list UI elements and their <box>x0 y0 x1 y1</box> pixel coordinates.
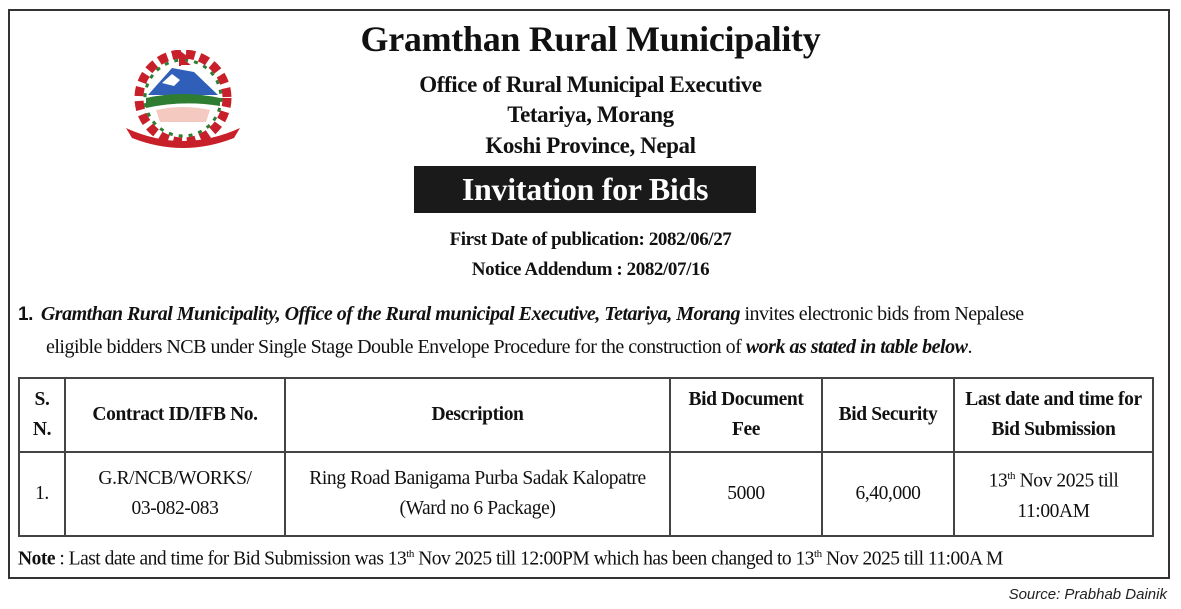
header-sn: S. N. <box>19 378 65 452</box>
intro-line-2 <box>46 336 972 359</box>
notice-banner: Invitation for Bids <box>414 166 756 213</box>
table-header-row <box>19 378 1153 452</box>
note-sup-b: th <box>814 548 822 560</box>
office-province: Koshi Province, Nepal <box>485 133 696 158</box>
note-text-c: Nov 2025 till 11:00A M <box>821 548 1003 570</box>
cell-deadline <box>954 452 1153 536</box>
deadline-date: Nov 2025 till <box>1015 470 1119 492</box>
header-contract-id: Contract ID/IFB No. <box>65 378 285 452</box>
first-publication-date: First Date of publication: 2082/06/27 <box>449 229 732 250</box>
note-text-b: Nov 2025 till 12:00PM which has been changed to 13 <box>413 548 815 570</box>
item-number: 1. <box>18 304 33 325</box>
note-text-a: : Last date and time for Bid Submission was 13 <box>54 548 407 570</box>
note-label: Note <box>18 548 55 570</box>
intro-text-2: eligible bidders NCB under Single Stage Double Envelope Procedure for the construction of <box>46 336 746 358</box>
issuer: Gramthan Rural Municipality, Office of the Rural municipal Executive, Tetariya, Morang <box>40 303 740 325</box>
office-location: Tetariya, Morang <box>507 102 674 127</box>
description-line-1: Ring Road Banigama Purba Sadak Kalopatre <box>309 468 646 489</box>
addendum-date: Notice Addendum : 2082/07/16 <box>471 259 710 280</box>
deadline-suffix: th <box>1007 470 1016 483</box>
cell-doc-fee: 5000 <box>670 452 822 536</box>
deadline-day: 13 <box>988 470 1008 492</box>
header-description: Description <box>285 378 670 452</box>
intro-emphasis: work as stated in table below <box>745 336 968 358</box>
intro-line-1 <box>18 303 1024 326</box>
source-credit: Source: Prabhab Dainik <box>1008 586 1167 603</box>
intro-end: . <box>967 336 972 358</box>
page-title: Gramthan Rural Municipality <box>360 19 821 59</box>
deadline-time: 11:00AM <box>1017 500 1090 522</box>
cell-bid-security: 6,40,000 <box>822 452 954 536</box>
cell-description <box>285 452 670 536</box>
intro-text: invites electronic bids from Nepalese <box>739 303 1024 325</box>
header-doc-fee: Bid Document Fee <box>670 378 822 452</box>
description-line-2: (Ward no 6 Package) <box>399 498 556 519</box>
note <box>18 548 1003 571</box>
note-sup-a: th <box>406 548 414 560</box>
office-name: Office of Rural Municipal Executive <box>419 72 762 97</box>
cell-sn: 1. <box>19 452 65 536</box>
header-deadline: Last date and time for Bid Submission <box>954 378 1153 452</box>
contract-id-line-2: 03-082-083 <box>131 498 219 519</box>
header-bid-security: Bid Security <box>822 378 954 452</box>
contract-id-line-1: G.R/NCB/WORKS/ <box>98 468 252 489</box>
table-row <box>19 452 1153 536</box>
cell-contract-id <box>65 452 285 536</box>
bid-table <box>18 377 1154 537</box>
